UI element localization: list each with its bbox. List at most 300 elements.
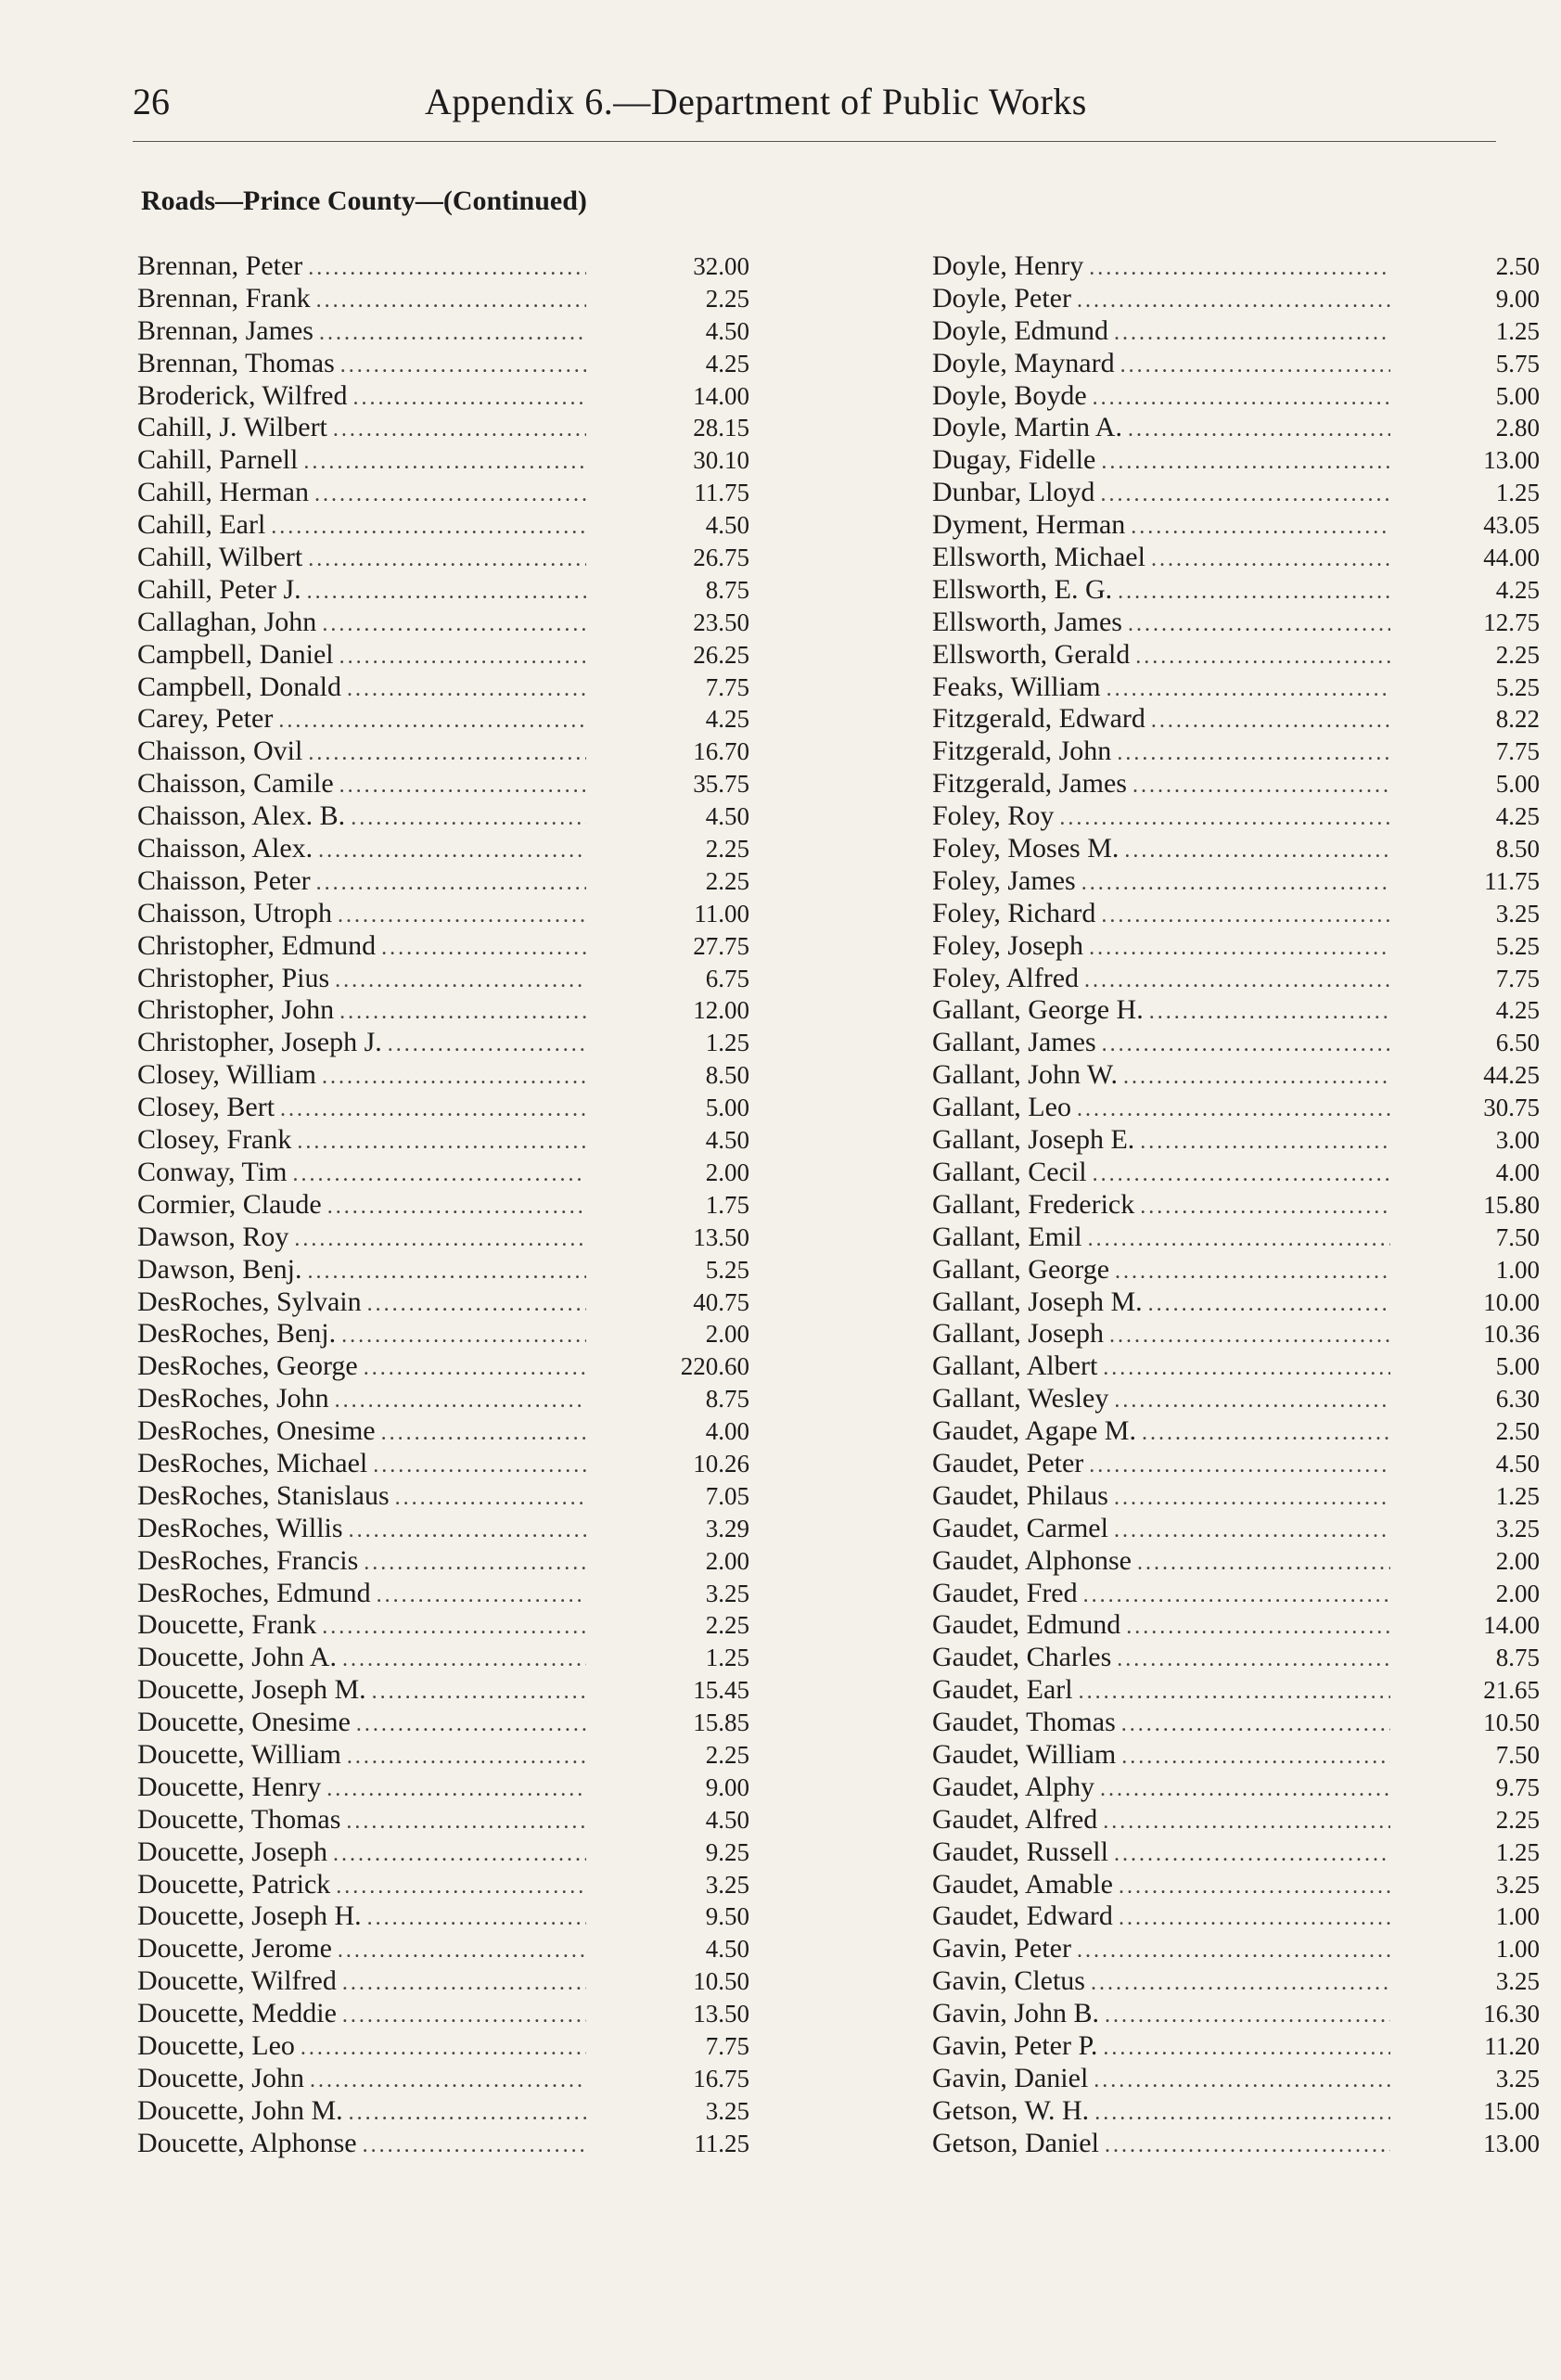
entry-name: Conway, Tim bbox=[137, 1156, 288, 1187]
list-item bbox=[932, 1124, 1542, 1157]
dot-leader bbox=[1126, 1609, 1390, 1644]
dot-leader bbox=[318, 833, 586, 867]
list-item bbox=[932, 1027, 1542, 1059]
list-item bbox=[932, 1900, 1542, 1933]
dot-leader bbox=[1148, 1286, 1390, 1321]
list-item bbox=[137, 1772, 759, 1804]
list-item bbox=[932, 639, 1542, 672]
dot-leader bbox=[1103, 2030, 1390, 2065]
dot-leader bbox=[395, 1480, 586, 1515]
entry-name-with-leader bbox=[932, 1545, 1396, 1580]
entry-amount: 5.25 bbox=[1495, 931, 1540, 960]
entry-name: Cormier, Claude bbox=[137, 1188, 322, 1220]
entry-name-with-leader bbox=[137, 672, 592, 706]
entry-amount: 7.75 bbox=[705, 2031, 749, 2060]
entry-amount: 4.50 bbox=[705, 511, 749, 540]
dot-leader bbox=[1089, 1448, 1390, 1482]
entry-amount: 32.00 bbox=[693, 252, 749, 280]
entry-name: Doucette, Joseph H. bbox=[137, 1900, 362, 1932]
entry-name: Cahill, J. Wilbert bbox=[137, 412, 327, 443]
list-item bbox=[137, 1739, 759, 1772]
entry-amount: 5.00 bbox=[1495, 1352, 1540, 1381]
entry-name: Brennan, James bbox=[137, 314, 313, 346]
list-item bbox=[932, 283, 1542, 315]
entry-amount: 8.75 bbox=[1495, 1644, 1540, 1672]
list-item bbox=[932, 1707, 1542, 1739]
dot-leader bbox=[1117, 736, 1390, 770]
entry-name-with-leader bbox=[932, 574, 1396, 608]
entry-amount: 2.00 bbox=[705, 1320, 749, 1349]
entry-name-with-leader bbox=[932, 1642, 1396, 1676]
entry-name: DesRoches, Stanislaus bbox=[137, 1479, 390, 1511]
list-item bbox=[932, 1222, 1542, 1254]
entry-name: DesRoches, George bbox=[137, 1350, 358, 1382]
dot-leader bbox=[1089, 250, 1390, 285]
entry-name-with-leader bbox=[137, 1318, 592, 1352]
dot-leader bbox=[1119, 1900, 1390, 1935]
dot-leader bbox=[322, 1059, 586, 1094]
entry-name-with-leader bbox=[137, 607, 592, 641]
list-item bbox=[932, 1092, 1542, 1124]
entry-name-with-leader bbox=[137, 283, 592, 317]
dot-leader bbox=[1140, 1189, 1390, 1223]
dot-leader bbox=[1100, 1772, 1390, 1806]
entry-amount: 7.05 bbox=[705, 1481, 749, 1510]
dot-leader bbox=[1107, 672, 1390, 706]
entry-amount: 10.36 bbox=[1483, 1320, 1540, 1349]
entry-amount: 35.75 bbox=[693, 770, 749, 799]
dot-leader bbox=[342, 1965, 586, 2000]
entry-name-with-leader bbox=[932, 736, 1396, 770]
entry-name-with-leader bbox=[932, 1965, 1396, 2000]
entry-name-with-leader bbox=[137, 994, 592, 1029]
entry-name-with-leader bbox=[137, 380, 592, 415]
dot-leader bbox=[363, 2128, 586, 2162]
list-item bbox=[932, 1609, 1542, 1642]
list-item bbox=[137, 1609, 759, 1642]
dot-leader bbox=[372, 1674, 586, 1708]
dot-leader bbox=[1077, 283, 1390, 317]
entry-amount: 43.05 bbox=[1483, 511, 1540, 540]
entry-name-with-leader bbox=[932, 1448, 1396, 1482]
entry-name-with-leader bbox=[137, 1609, 592, 1644]
dot-leader bbox=[349, 2095, 586, 2130]
list-item bbox=[137, 639, 759, 672]
entry-name-with-leader bbox=[137, 1415, 592, 1450]
entry-amount: 6.50 bbox=[1495, 1029, 1540, 1057]
entry-name-with-leader bbox=[932, 1933, 1396, 1967]
entry-name: Gallant, Leo bbox=[932, 1092, 1071, 1123]
entry-amount: 7.75 bbox=[1495, 964, 1540, 992]
entry-name-with-leader bbox=[932, 1609, 1396, 1644]
dot-leader bbox=[308, 542, 586, 576]
entry-name-with-leader bbox=[932, 1739, 1396, 1773]
entry-name-with-leader bbox=[932, 1869, 1396, 1903]
entry-name-with-leader bbox=[932, 672, 1396, 706]
dot-leader bbox=[1114, 1480, 1390, 1515]
entry-amount: 2.50 bbox=[1495, 1417, 1540, 1446]
entry-amount: 1.00 bbox=[1495, 1902, 1540, 1931]
entry-name: Ellsworth, Gerald bbox=[932, 638, 1131, 670]
entry-name: Dunbar, Lloyd bbox=[932, 477, 1095, 508]
entry-amount: 1.25 bbox=[1495, 316, 1540, 345]
list-item bbox=[137, 963, 759, 995]
dot-leader bbox=[303, 444, 586, 479]
dot-leader bbox=[339, 994, 586, 1029]
page-number: 26 bbox=[133, 81, 170, 122]
right-column-list bbox=[932, 250, 1542, 2160]
entry-amount: 26.25 bbox=[693, 640, 749, 669]
entry-name: Getson, W. H. bbox=[932, 2094, 1090, 2126]
entry-amount: 9.75 bbox=[1495, 1772, 1540, 1801]
list-item bbox=[137, 1059, 759, 1092]
dot-leader bbox=[1114, 315, 1390, 350]
entry-name: Doucette, Leo bbox=[137, 2029, 295, 2061]
dot-leader bbox=[349, 1513, 586, 1547]
entry-amount: 2.25 bbox=[705, 1611, 749, 1640]
dot-leader bbox=[326, 1772, 586, 1806]
dot-leader bbox=[322, 607, 586, 641]
entry-amount: 1.25 bbox=[705, 1644, 749, 1672]
list-item bbox=[137, 1448, 759, 1480]
entry-amount: 4.00 bbox=[705, 1417, 749, 1446]
entry-name: Gaudet, Agape M. bbox=[932, 1415, 1136, 1447]
entry-name-with-leader bbox=[137, 1124, 592, 1158]
list-item bbox=[137, 542, 759, 574]
entry-name-with-leader bbox=[932, 1318, 1396, 1352]
entry-name-with-leader bbox=[932, 930, 1396, 965]
entry-name-with-leader bbox=[932, 1124, 1396, 1158]
entry-amount: 14.00 bbox=[693, 381, 749, 410]
entry-name: Gaudet, Amable bbox=[932, 1868, 1113, 1900]
entry-name: Getson, Daniel bbox=[932, 2127, 1099, 2158]
entry-amount: 2.80 bbox=[1495, 414, 1540, 442]
entry-name: Gavin, Cletus bbox=[932, 1965, 1085, 1997]
dot-leader bbox=[1077, 1933, 1390, 1967]
list-item bbox=[137, 444, 759, 477]
entry-name: Doucette, John bbox=[137, 2062, 304, 2093]
entry-name: Doucette, Onesime bbox=[137, 1707, 351, 1738]
list-item bbox=[932, 1157, 1542, 1189]
entry-name-with-leader bbox=[932, 963, 1396, 997]
entry-name-with-leader bbox=[137, 1836, 592, 1871]
dot-leader bbox=[1088, 1222, 1390, 1256]
list-item bbox=[137, 283, 759, 315]
entry-amount: 6.30 bbox=[1495, 1385, 1540, 1414]
dot-leader bbox=[1114, 1836, 1390, 1871]
entry-name-with-leader bbox=[932, 2095, 1396, 2130]
dot-leader bbox=[364, 1350, 586, 1385]
dot-leader bbox=[336, 1869, 586, 1903]
list-item bbox=[932, 2063, 1542, 2095]
entry-name: Brennan, Frank bbox=[137, 282, 311, 313]
entry-name: Christopher, Edmund bbox=[137, 929, 377, 961]
entry-amount: 15.80 bbox=[1483, 1190, 1540, 1219]
entry-amount: 9.50 bbox=[705, 1902, 749, 1931]
entry-amount: 2.25 bbox=[705, 866, 749, 895]
dot-leader bbox=[1059, 800, 1390, 835]
dot-leader bbox=[381, 930, 586, 965]
entry-name: Gavin, Daniel bbox=[932, 2062, 1089, 2093]
list-item bbox=[137, 380, 759, 413]
list-item bbox=[137, 1836, 759, 1869]
entry-amount: 14.00 bbox=[1483, 1611, 1540, 1640]
entry-name-with-leader bbox=[932, 1674, 1396, 1708]
entry-name: Gallant, Cecil bbox=[932, 1156, 1087, 1187]
entry-amount: 44.00 bbox=[1483, 544, 1540, 572]
entry-amount: 11.25 bbox=[694, 2129, 749, 2157]
list-item bbox=[137, 1092, 759, 1124]
entry-amount: 16.70 bbox=[693, 737, 749, 766]
entry-name: Fitzgerald, Edward bbox=[932, 703, 1145, 735]
dot-leader bbox=[1151, 542, 1390, 576]
entry-name-with-leader bbox=[932, 412, 1396, 446]
entry-name-with-leader bbox=[137, 1642, 592, 1676]
entry-name: Campbell, Daniel bbox=[137, 638, 334, 670]
entry-amount: 13.00 bbox=[1483, 446, 1540, 475]
entry-amount: 7.75 bbox=[1495, 737, 1540, 766]
list-item bbox=[932, 1772, 1542, 1804]
entry-name-with-leader bbox=[137, 1998, 592, 2032]
list-item bbox=[932, 380, 1542, 413]
entry-name-with-leader bbox=[137, 315, 592, 350]
entry-name-with-leader bbox=[932, 542, 1396, 576]
entry-name-with-leader bbox=[137, 2095, 592, 2130]
entry-amount: 5.00 bbox=[1495, 770, 1540, 799]
entry-name: Doucette, William bbox=[137, 1738, 341, 1770]
dot-leader bbox=[342, 1642, 586, 1676]
dot-leader bbox=[294, 1222, 586, 1256]
entry-name-with-leader bbox=[137, 1157, 592, 1191]
entry-name: Chaisson, Ovil bbox=[137, 736, 303, 767]
dot-leader bbox=[314, 477, 586, 511]
list-item bbox=[932, 833, 1542, 865]
entry-name-with-leader bbox=[932, 1189, 1396, 1223]
entry-name-with-leader bbox=[137, 542, 592, 576]
entry-amount: 5.75 bbox=[1495, 349, 1540, 377]
entry-name-with-leader bbox=[137, 1350, 592, 1385]
entry-amount: 5.00 bbox=[1495, 381, 1540, 410]
entry-name: Gaudet, Charles bbox=[932, 1642, 1112, 1673]
entry-amount: 2.25 bbox=[705, 1740, 749, 1769]
entry-amount: 7.50 bbox=[1495, 1222, 1540, 1251]
dot-leader bbox=[307, 574, 586, 608]
entry-amount: 3.00 bbox=[1495, 1126, 1540, 1155]
entry-amount: 3.25 bbox=[705, 2096, 749, 2125]
list-item bbox=[137, 2030, 759, 2063]
entry-name-with-leader bbox=[137, 1448, 592, 1482]
list-item bbox=[932, 1804, 1542, 1836]
entry-amount: 220.60 bbox=[680, 1352, 749, 1381]
entry-name: Fitzgerald, James bbox=[932, 768, 1127, 800]
list-item bbox=[932, 1642, 1542, 1674]
entry-amount: 4.25 bbox=[1495, 575, 1540, 604]
dot-leader bbox=[322, 1609, 586, 1644]
entry-name-with-leader bbox=[932, 865, 1396, 900]
entry-name: Gallant, Joseph bbox=[932, 1318, 1104, 1350]
entry-name-with-leader bbox=[137, 1545, 592, 1580]
entry-name-with-leader bbox=[932, 1286, 1396, 1321]
list-item bbox=[137, 1998, 759, 2030]
list-item bbox=[137, 1222, 759, 1254]
entry-name: DesRoches, Benj. bbox=[137, 1318, 337, 1350]
list-item bbox=[932, 1189, 1542, 1222]
entry-name-with-leader bbox=[932, 800, 1396, 835]
dot-leader bbox=[308, 736, 586, 770]
dot-leader bbox=[1101, 898, 1390, 932]
entry-name: Ellsworth, Michael bbox=[932, 542, 1145, 573]
entry-name: Gallant, George bbox=[932, 1253, 1110, 1285]
list-item bbox=[137, 574, 759, 607]
list-item bbox=[932, 930, 1542, 963]
entry-name: Christopher, Pius bbox=[137, 962, 330, 993]
entry-amount: 8.75 bbox=[705, 575, 749, 604]
dot-leader bbox=[1137, 1545, 1390, 1580]
entry-name-with-leader bbox=[137, 574, 592, 608]
entry-amount: 16.75 bbox=[693, 2064, 749, 2092]
list-item bbox=[932, 412, 1542, 444]
entry-name: Doucette, Jerome bbox=[137, 1933, 332, 1964]
entry-amount: 4.25 bbox=[705, 705, 749, 734]
list-item bbox=[137, 994, 759, 1027]
entry-name-with-leader bbox=[932, 639, 1396, 673]
entry-name-with-leader bbox=[932, 994, 1396, 1029]
entry-name: Chaisson, Utroph bbox=[137, 897, 332, 928]
entry-name-with-leader bbox=[932, 1254, 1396, 1288]
entry-amount: 6.75 bbox=[705, 964, 749, 992]
entry-name: Gallant, George H. bbox=[932, 994, 1144, 1026]
entry-amount: 28.15 bbox=[693, 414, 749, 442]
entry-amount: 1.00 bbox=[1495, 1935, 1540, 1964]
entry-name-with-leader bbox=[932, 315, 1396, 350]
dot-leader bbox=[1118, 574, 1390, 608]
list-item bbox=[137, 1286, 759, 1319]
entry-name: Doucette, Patrick bbox=[137, 1868, 331, 1900]
entry-name: Dugay, Fidelle bbox=[932, 444, 1096, 476]
entry-name-with-leader bbox=[932, 1707, 1396, 1741]
entry-name-with-leader bbox=[137, 1965, 592, 2000]
list-item bbox=[932, 1836, 1542, 1869]
dot-leader bbox=[1132, 768, 1390, 802]
entry-amount: 16.30 bbox=[1483, 2000, 1540, 2028]
entry-name-with-leader bbox=[932, 1350, 1396, 1385]
dot-leader bbox=[292, 1157, 586, 1191]
dot-leader bbox=[347, 1739, 586, 1773]
dot-leader bbox=[1077, 1092, 1390, 1126]
dot-leader bbox=[1149, 994, 1390, 1029]
list-item bbox=[932, 1318, 1542, 1350]
dot-leader bbox=[1094, 2063, 1390, 2097]
entry-name-with-leader bbox=[137, 800, 592, 835]
entry-name-with-leader bbox=[932, 833, 1396, 867]
list-item bbox=[932, 1578, 1542, 1610]
list-item bbox=[137, 1157, 759, 1189]
entry-name: Carey, Peter bbox=[137, 703, 274, 735]
entry-amount: 4.25 bbox=[1495, 996, 1540, 1025]
dot-leader bbox=[338, 1933, 586, 1967]
entry-name: Cahill, Herman bbox=[137, 477, 309, 508]
list-item bbox=[137, 1480, 759, 1513]
entry-name: Gaudet, Russell bbox=[932, 1836, 1108, 1867]
list-item bbox=[137, 1578, 759, 1610]
dot-leader bbox=[1089, 930, 1390, 965]
dot-leader bbox=[1101, 444, 1390, 479]
entry-name: Foley, James bbox=[932, 864, 1076, 896]
dot-leader bbox=[1079, 1674, 1390, 1708]
entry-name: Fitzgerald, John bbox=[932, 736, 1112, 767]
list-item bbox=[137, 315, 759, 348]
dot-leader bbox=[338, 898, 586, 932]
entry-name-with-leader bbox=[137, 930, 592, 965]
dot-leader bbox=[280, 1092, 586, 1126]
entry-amount: 3.29 bbox=[705, 1514, 749, 1542]
entry-name: DesRoches, Michael bbox=[137, 1447, 368, 1478]
entry-name-with-leader bbox=[137, 736, 592, 770]
entry-amount: 4.50 bbox=[705, 1126, 749, 1155]
entry-amount: 4.50 bbox=[705, 1805, 749, 1834]
entry-name-with-leader bbox=[137, 348, 592, 382]
list-item bbox=[137, 1900, 759, 1933]
entry-name: DesRoches, Sylvain bbox=[137, 1286, 362, 1317]
list-item bbox=[137, 736, 759, 768]
entry-amount: 15.00 bbox=[1483, 2096, 1540, 2125]
dot-leader bbox=[340, 348, 586, 382]
list-item bbox=[137, 865, 759, 898]
entry-amount: 12.75 bbox=[1483, 608, 1540, 636]
entry-amount: 4.50 bbox=[1495, 1449, 1540, 1478]
entry-name-with-leader bbox=[932, 1415, 1396, 1450]
list-item bbox=[137, 607, 759, 639]
entry-name: Doucette, Thomas bbox=[137, 1803, 341, 1835]
entry-amount: 2.00 bbox=[1495, 1579, 1540, 1607]
dot-leader bbox=[1151, 703, 1390, 737]
dot-leader bbox=[333, 1836, 586, 1871]
entry-amount: 2.00 bbox=[705, 1546, 749, 1575]
list-item bbox=[932, 865, 1542, 898]
dot-leader bbox=[1142, 1415, 1390, 1450]
entry-name: Doucette, Wilfred bbox=[137, 1965, 337, 1997]
entry-amount: 8.50 bbox=[1495, 835, 1540, 864]
entry-name: DesRoches, Edmund bbox=[137, 1577, 371, 1608]
entry-name-with-leader bbox=[932, 1998, 1396, 2032]
entry-name-with-leader bbox=[932, 444, 1396, 479]
entry-name-with-leader bbox=[932, 607, 1396, 641]
dot-leader bbox=[351, 800, 586, 835]
dot-leader bbox=[316, 865, 586, 900]
page-header-title: Appendix 6.—Department of Public Works bbox=[425, 81, 1087, 122]
entry-amount: 2.00 bbox=[1495, 1546, 1540, 1575]
dot-leader bbox=[271, 509, 586, 544]
dot-leader bbox=[1115, 1254, 1390, 1288]
entry-amount: 13.50 bbox=[693, 1222, 749, 1251]
list-item bbox=[137, 250, 759, 283]
entry-amount: 8.50 bbox=[705, 1061, 749, 1090]
entry-name-with-leader bbox=[932, 1383, 1396, 1417]
entry-amount: 30.75 bbox=[1483, 1094, 1540, 1122]
list-item bbox=[932, 703, 1542, 736]
entry-name: Brennan, Peter bbox=[137, 250, 303, 281]
list-item bbox=[932, 1998, 1542, 2030]
entry-amount: 23.50 bbox=[693, 608, 749, 636]
entry-name: Chaisson, Alex. bbox=[137, 833, 313, 864]
dot-leader bbox=[319, 315, 586, 350]
dot-leader bbox=[1117, 1642, 1390, 1676]
entry-name: Doucette, Joseph M. bbox=[137, 1674, 366, 1706]
entry-amount: 2.25 bbox=[1495, 640, 1540, 669]
entry-name-with-leader bbox=[932, 477, 1396, 511]
dot-leader bbox=[1105, 2128, 1390, 2162]
entry-name-with-leader bbox=[932, 348, 1396, 382]
